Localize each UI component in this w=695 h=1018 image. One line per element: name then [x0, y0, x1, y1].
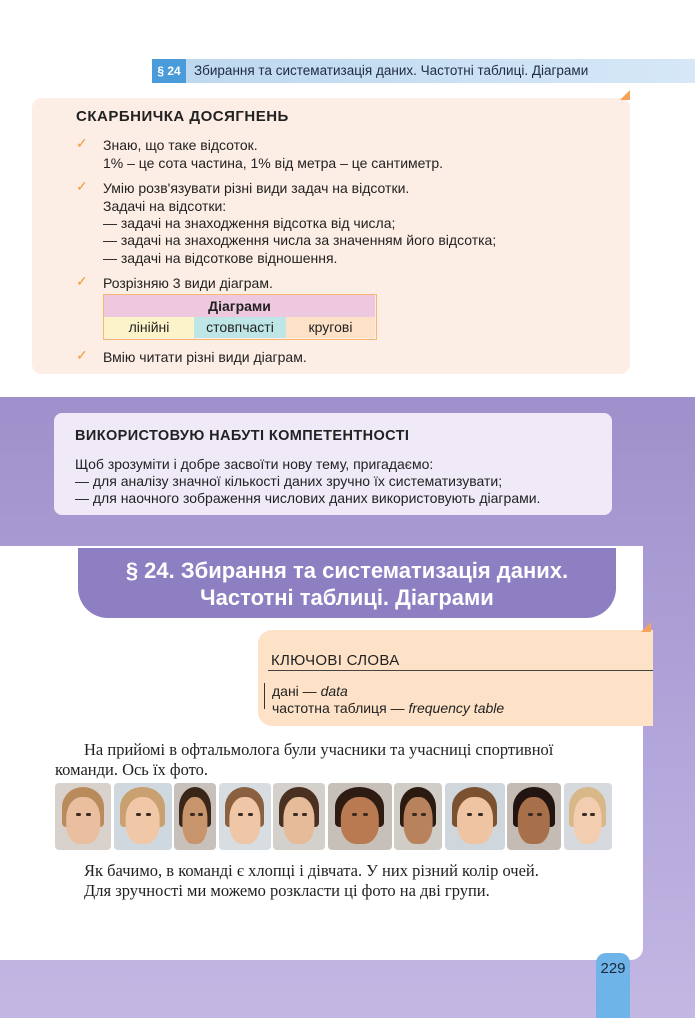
achievement-line: Вмію читати різні види діаграм. [103, 349, 307, 365]
team-photos-strip [55, 783, 612, 850]
competence-line: — для аналізу значної кількості даних зручно їх систематизувати; [75, 473, 503, 489]
student-photo [174, 783, 216, 850]
section-title-line2: Частотні таблиці. Діаграми [200, 585, 494, 610]
diagram-table-cell-bar: стовпчасті [194, 317, 286, 338]
achievement-line: 1% – це сота частина, 1% від метра – це сантиметр. [103, 155, 444, 171]
achievement-line: Умію розв'язувати різні види задач на відсотки. [103, 180, 410, 196]
achievement-line: Знаю, що таке відсоток. [103, 137, 258, 153]
student-photo [114, 783, 172, 850]
face-shape [66, 797, 100, 844]
face-shape [283, 797, 314, 844]
face-shape [125, 797, 160, 844]
double-arrow-icon [264, 683, 265, 709]
achievement-line: — задачі на знаходження числа за значенням його відсотка; [103, 232, 497, 248]
face-shape [573, 797, 602, 844]
eye-shape [528, 813, 533, 816]
face-shape [182, 797, 207, 844]
achievement-line: — задачі на знаходження відсотка від числа; [103, 215, 396, 231]
competence-title: ВИКОРИСТОВУЮ НАБУТІ КОМПЕТЕНТНОСТІ [75, 428, 410, 444]
achievements-title: СКАРБНИЧКА ДОСЯГНЕНЬ [76, 108, 289, 125]
student-photo [564, 783, 612, 850]
eye-shape [190, 813, 195, 816]
paragraph-2-line-1: Як бачимо, в команді є хлопці і дівчата. У них різний колір очей. [84, 861, 539, 880]
student-photo [219, 783, 271, 850]
competence-line: — для наочного зображення числових даних використовують діаграми. [75, 490, 541, 506]
corner-marker [641, 622, 651, 632]
eye-shape [198, 813, 203, 816]
corner-marker [620, 90, 630, 100]
section-title [78, 557, 616, 611]
paragraph-1-line-2: команди. Ось їх фото. [55, 760, 209, 779]
eye-shape [302, 813, 307, 816]
eye-shape [146, 813, 151, 816]
check-icon: ✓ [76, 135, 88, 151]
competence-line: Щоб зрозуміти і добре засвоїти нову тему, пригадаємо: [75, 456, 434, 472]
diagram-table-cell-pie: кругові [286, 317, 375, 338]
eye-shape [467, 813, 472, 816]
student-photo [507, 783, 561, 850]
student-photo [328, 783, 392, 850]
page-number: 229 [600, 960, 626, 977]
diagram-types-table [103, 294, 377, 340]
eye-shape [136, 813, 141, 816]
diagram-table-header: Діаграми [104, 295, 375, 317]
eye-shape [248, 813, 253, 816]
student-photo [394, 783, 442, 850]
check-icon: ✓ [76, 347, 88, 363]
achievement-line: — задачі на відсоткове відношення. [103, 250, 338, 266]
header-title: Збирання та систематизація даних. Частотні таблиці. Діаграми [194, 63, 589, 78]
eye-shape [352, 813, 357, 816]
face-shape [518, 797, 550, 844]
paragraph-1-line-1: На прийомі в офтальмолога були учасники та учасниці спортивної [84, 740, 554, 759]
eye-shape [582, 813, 587, 816]
face-shape [229, 797, 260, 844]
paragraph-2-line-2: Для зручності ми можемо розкласти ці фото на дві групи. [84, 881, 490, 900]
eye-shape [421, 813, 426, 816]
eye-shape [412, 813, 417, 816]
keywords-title: КЛЮЧОВІ СЛОВА [271, 652, 400, 669]
keyword-item-frequency-table: частотна таблиця — frequency table [272, 700, 505, 716]
face-shape [340, 797, 378, 844]
face-shape [404, 797, 433, 844]
student-photo [55, 783, 111, 850]
eye-shape [478, 813, 483, 816]
check-icon: ✓ [76, 178, 88, 194]
header-section-number: § 24 [152, 59, 186, 83]
keyword-item-data: дані — data [272, 683, 348, 699]
student-photo [273, 783, 325, 850]
section-title-line1: § 24. Збирання та систематизація даних. [125, 558, 569, 583]
eye-shape [76, 813, 81, 816]
diagram-table-cell-linear: лінійні [104, 317, 194, 338]
student-photo [445, 783, 505, 850]
eye-shape [537, 813, 542, 816]
achievement-line: Задачі на відсотки: [103, 198, 227, 214]
eye-shape [293, 813, 298, 816]
keywords-divider [268, 670, 653, 671]
eye-shape [238, 813, 243, 816]
achievement-line: Розрізняю 3 види діаграм. [103, 275, 273, 291]
check-icon: ✓ [76, 273, 88, 289]
face-shape [457, 797, 493, 844]
